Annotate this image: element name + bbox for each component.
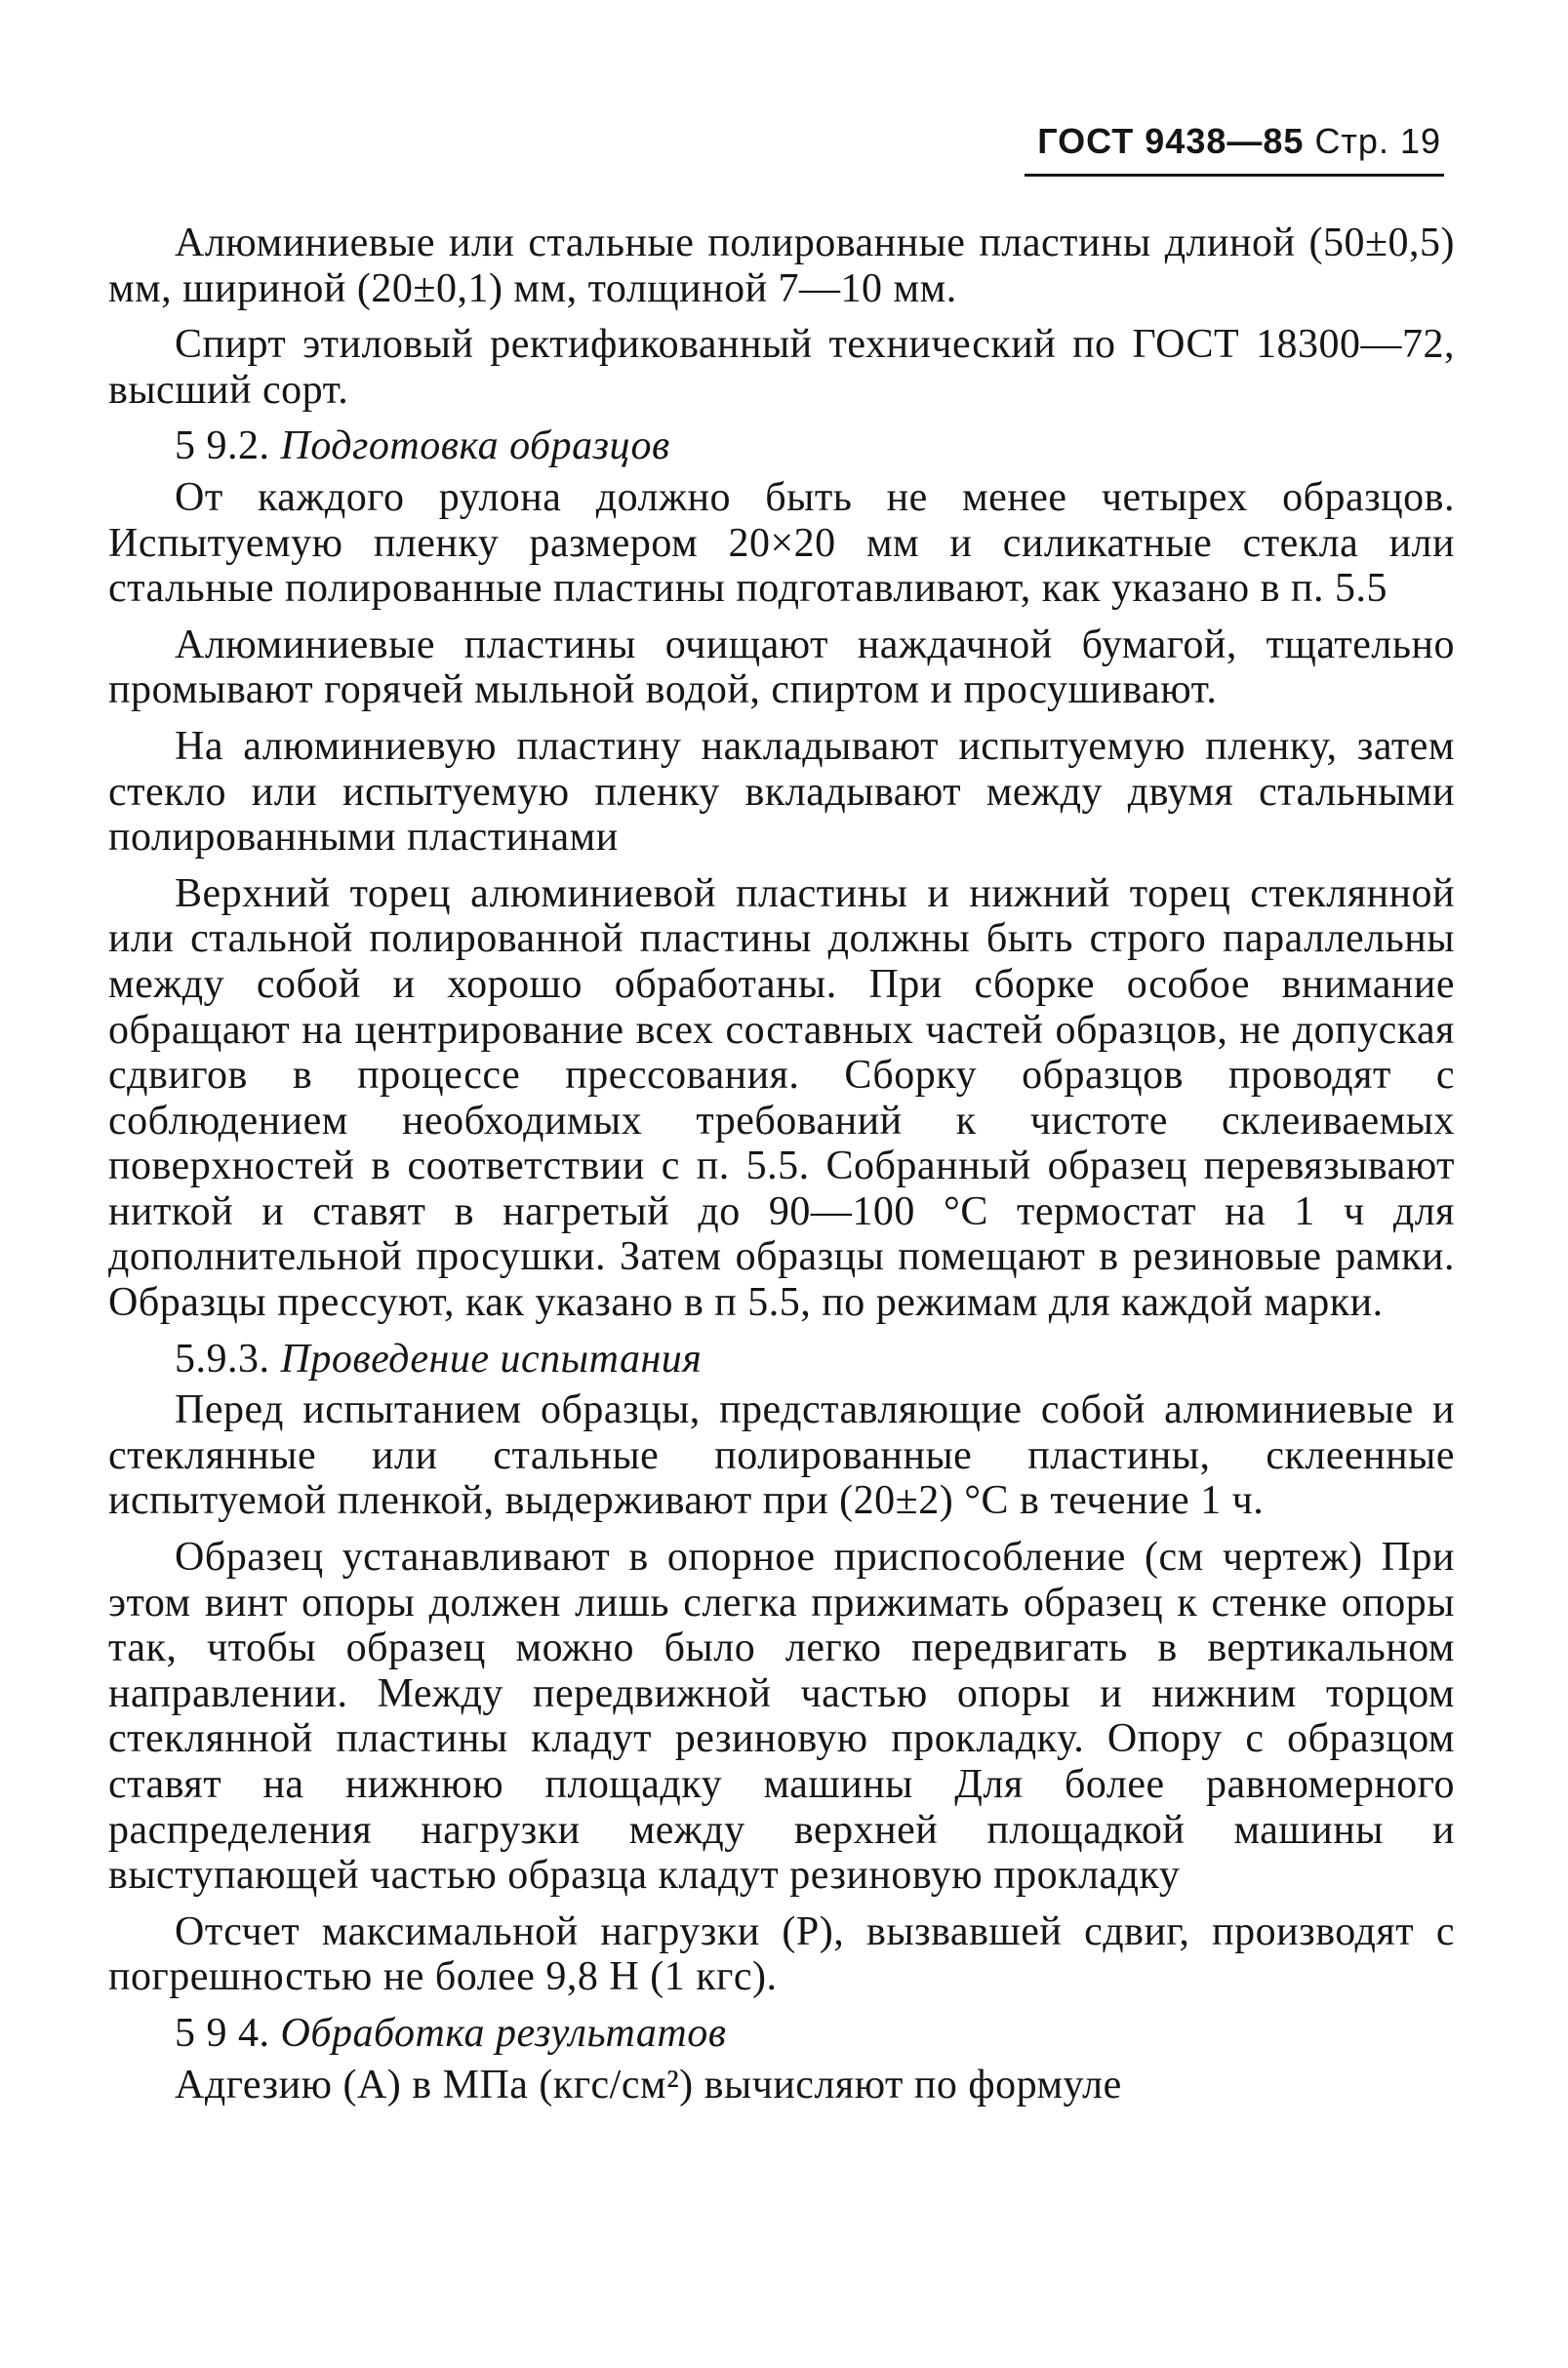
document-code: ГОСТ 9438—85 <box>1037 121 1305 161</box>
paragraph: Отсчет максимальной нагрузки (P), вызвавшей сдвиг, производят с погрешностью не более 9,8 Н (1 кгс). <box>108 1908 1455 2000</box>
paragraph: Верхний торец алюминиевой пластины и нижний торец стеклянной или стальной полированной пластины должны быть строго параллельны между собой и хорошо обработаны. При сборке особое внимание обращают на центрирование всех составных частей образцов, не допуская сдвигов в процессе прессования. Сборку образцов проводят с соблюдением необходимых требований к чистоте склеиваемых поверхностей в соответствии с п. 5.5. Собранный образец перевязывают ниткой и ставят в нагретый до 90—100 °С термостат на 1 ч для дополнительной просушки. Затем образцы помещают в резиновые рамки. Образцы прессуют, как указано в п 5.5, по режимам для каждой марки. <box>108 870 1455 1326</box>
paragraph: Спирт этиловый ректификованный технический по ГОСТ 18300—72, высший сорт. <box>108 322 1455 413</box>
paragraph: На алюминиевую пластину накладывают испытуемую пленку, затем стекло или испытуемую пленку вкладывают между двумя стальными полированными пластинами <box>108 723 1455 861</box>
header-rule <box>1025 174 1444 177</box>
paragraph: Адгезию (A) в МПа (кгс/см²) вычисляют по формуле <box>175 2062 1122 2107</box>
paragraph: Алюминиевые пластины очищают наждачной бумагой, тщательно промывают горячей мыльной водой, спиртом и просушивают. <box>108 622 1455 713</box>
section-heading-5-9-2 <box>108 423 1455 469</box>
section-number: 5.9.3. <box>175 1336 270 1382</box>
page-header <box>1037 121 1441 162</box>
section-title: Обработка результатов <box>280 2010 727 2056</box>
paragraph: От каждого рулона должно быть не менее четырех образцов. Испытуемую пленку размером 20×20 мм и силикатные стекла или стальные полированные пластины подготавливают, как указано в п. 5.5 <box>108 474 1455 612</box>
section-title: Подготовка образцов <box>280 423 670 469</box>
page-number: Стр. 19 <box>1314 121 1441 161</box>
section-title: Проведение испытания <box>280 1336 703 1382</box>
paragraph: Алюминиевые или стальные полированные пластины длиной (50±0,5) мм, шириной (20±0,1) мм, толщиной 7—10 мм. <box>108 221 1455 311</box>
paragraph: Перед испытанием образцы, представляющие собой алюминиевые и стеклянные или стальные полированные пластины, склеенные испытуемой пленкой, выдерживают при (20±2) °С в течение 1 ч. <box>108 1387 1455 1524</box>
page-body <box>108 221 1455 2118</box>
section-heading-5-9-4 <box>108 2011 1455 2057</box>
section-number: 5 9 4. <box>175 2010 270 2056</box>
section-heading-5-9-3 <box>108 1337 1455 1383</box>
section-number: 5 9.2. <box>175 423 270 469</box>
paragraph: Образец устанавливают в опорное приспособление (см чертеж) При этом винт опоры должен лишь слегка прижимать образец к стенке опоры так, чтобы образец можно было легко передвигать в вертикальном направлении. Между передвижной частью опоры и нижним торцом стеклянной пластины кладут резиновую прокладку. Опору с образцом ставят на нижнюю площадку машины Для более равномерного распределения нагрузки между верхней площадкой машины и выступающей частью образца кладут резиновую прокладку <box>108 1535 1455 1899</box>
